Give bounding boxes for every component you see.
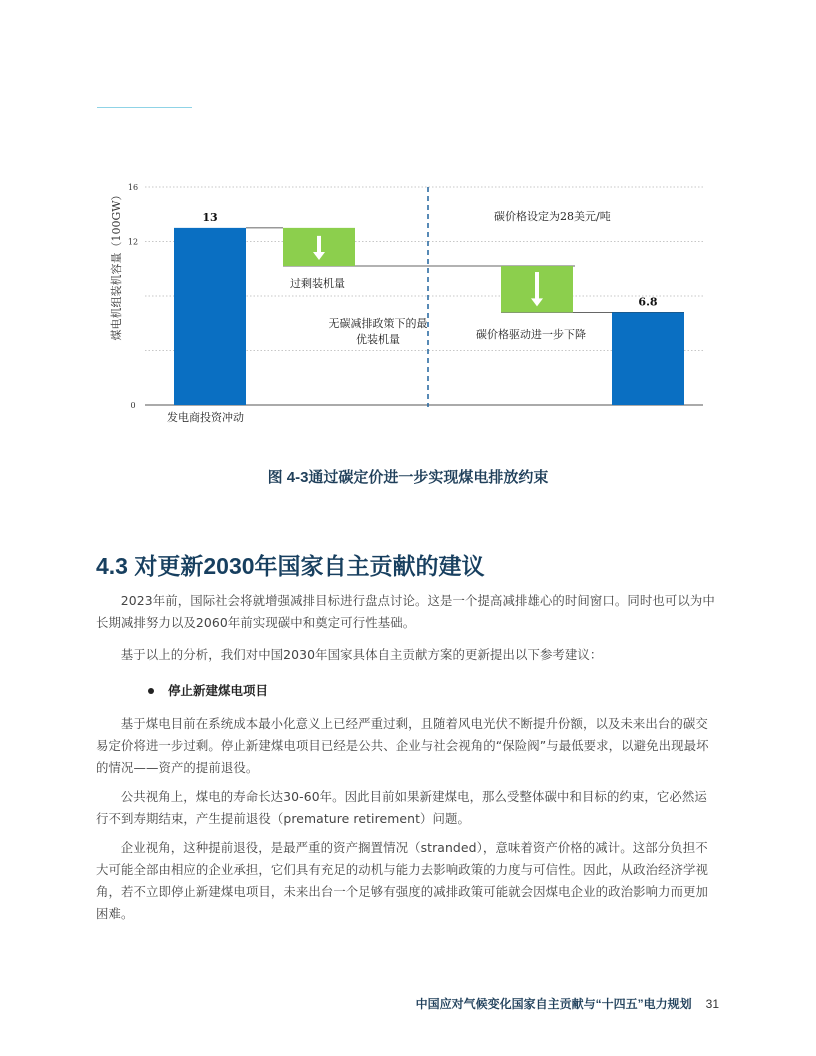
chart-bars: [174, 228, 684, 405]
bar-final-capacity: [612, 312, 684, 405]
paragraph-2: 基于以上的分析，我们对中国2030年国家具体自主贡献方案的更新提出以下参考建议：: [120, 647, 603, 662]
footer-title: 中国应对气候变化国家自主贡献与“十四五”电力规划: [415, 997, 692, 1011]
data-label: 6.8: [638, 295, 658, 309]
category-label: 优装机量: [356, 333, 400, 346]
paragraph-1: 2023年前，国际社会将就增强减排目标进行盘点讨论。这是一个提高减排雄心的时间窗口。同时也可以为中长期减排努力以及2060年前实现碳中和奠定可行性基础。: [96, 593, 715, 630]
bar-investor-impulse: [174, 228, 246, 405]
section-heading: 4.3 对更新2030年国家自主贡献的建议: [96, 553, 485, 579]
y-tick-label: 12: [127, 237, 139, 247]
bullet-item: [148, 681, 268, 699]
figure-caption: 图 4-3通过碳定价进一步实现煤电排放约束: [267, 469, 549, 486]
y-axis-label: 煤电机组装机容量（100GW）: [110, 189, 123, 341]
paragraph-3: 基于煤电目前在系统成本最小化意义上已经严重过剩，且随着风电光伏不断提升份额，以及未来出台的碳交易定价将进一步过剩。停止新建煤电项目已经是公共、企业与社会视角的“保险阀”与最低要求，以避免出现最坏的情况——资产的提前退役。: [96, 716, 709, 775]
data-label: 13: [202, 210, 218, 224]
waterfall-chart: [0, 0, 816, 460]
bullet-dot-icon: [148, 688, 154, 694]
category-label: 碳价格驱动进一步下降: [476, 328, 586, 341]
annotation-label: 碳价格设定为28美元/吨: [494, 210, 611, 223]
paragraph-4: 公共视角上，煤电的寿命长达30-60年。因此目前如果新建煤电，那么受整体碳中和目标的约束，它必然运行不到寿期结束，产生提前退役（premature retirement）问题。: [96, 789, 707, 826]
paragraph-5: 企业视角，这种提前退役，是最严重的资产搁置情况（stranded），意味着资产价格的减计。这部分负担不大可能全部由相应的企业承担，它们具有充足的动机与能力去影响政策的力度与可信性。因此，从政治经济学视角，若不立即停止新建煤电项目，未来出台一个足够有强度的减排政策可能就会因煤电企业的政治影响力而更加困难。: [96, 840, 709, 921]
category-label: 发电商投资冲动: [167, 411, 244, 424]
bullet-label: 停止新建煤电项目: [168, 683, 269, 698]
page-footer: [416, 995, 719, 1012]
category-label: 无碳减排政策下的最: [328, 317, 428, 330]
y-tick-label: 16: [127, 183, 139, 192]
category-label: 过剩装机量: [290, 277, 345, 290]
y-tick-label: 0: [130, 401, 136, 410]
page-number: 31: [705, 997, 719, 1011]
